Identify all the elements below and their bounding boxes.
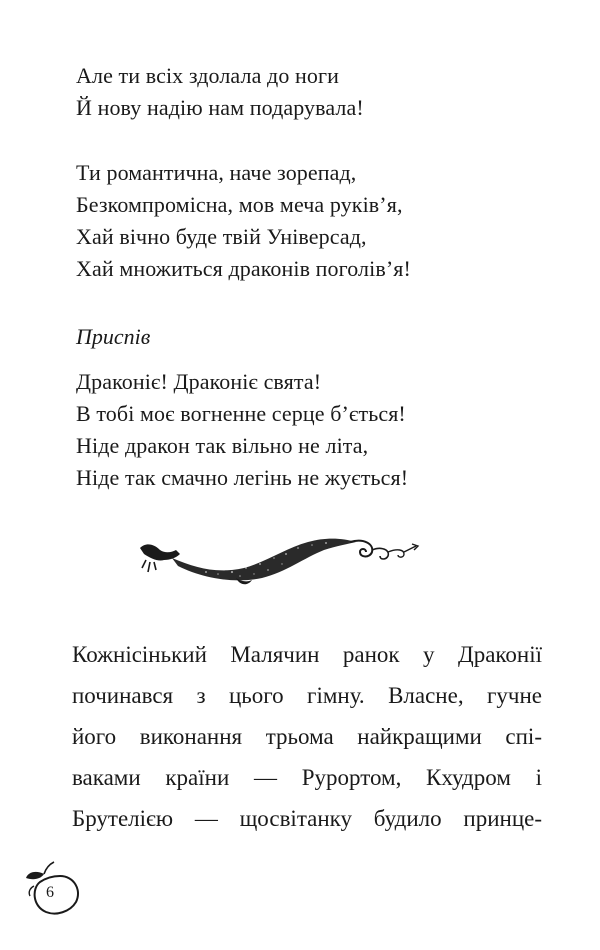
prose-line [72, 798, 542, 839]
poem-line: Хай вічно буде твій Універсад, [76, 224, 367, 249]
poem-line: Й нову надію нам подарувала! [76, 95, 364, 120]
chorus-label: Приспів [76, 324, 151, 349]
prose-line [72, 675, 542, 716]
poem-line: В тобі моє вогненне серце б’ється! [76, 401, 406, 426]
poem-line: Ніде так смачно легінь не жується! [76, 465, 409, 490]
poem-line: Хай множиться драконів поголів’я! [76, 256, 411, 281]
poem-line: Драконіє! Драконіє свята! [76, 369, 322, 394]
poem-line: Ти романтична, наче зорепад, [76, 160, 357, 185]
prose-line [72, 634, 542, 675]
poem-line: Ніде дракон так вільно не літа, [76, 433, 369, 458]
prose-line [72, 757, 542, 798]
dragon-flourish-icon [136, 528, 426, 588]
prose-line-text: його виконання трьома найкращими спі- [72, 724, 542, 749]
poem-stanza-2 [76, 157, 546, 285]
poem-line: Безкомпромісна, мов меча руків’я, [76, 192, 403, 217]
prose-line [72, 716, 542, 757]
page-number: 6 [46, 884, 54, 901]
prose-line-text: Кожнісінький Малячин ранок у Драконії [72, 642, 542, 667]
poem-stanza-1 [76, 60, 546, 124]
poem-line: Але ти всіх здолала до ноги [76, 63, 339, 88]
poem-chorus [76, 366, 546, 494]
prose-line-text: Брутелією — щосвітанку будило принце- [72, 806, 542, 831]
prose-line-text: починався з цього гімну. Власне, гучне [72, 683, 542, 708]
prose-line-text: ваками країни — Рурортом, Кхудром і [72, 765, 542, 790]
prose-paragraph [72, 634, 542, 839]
